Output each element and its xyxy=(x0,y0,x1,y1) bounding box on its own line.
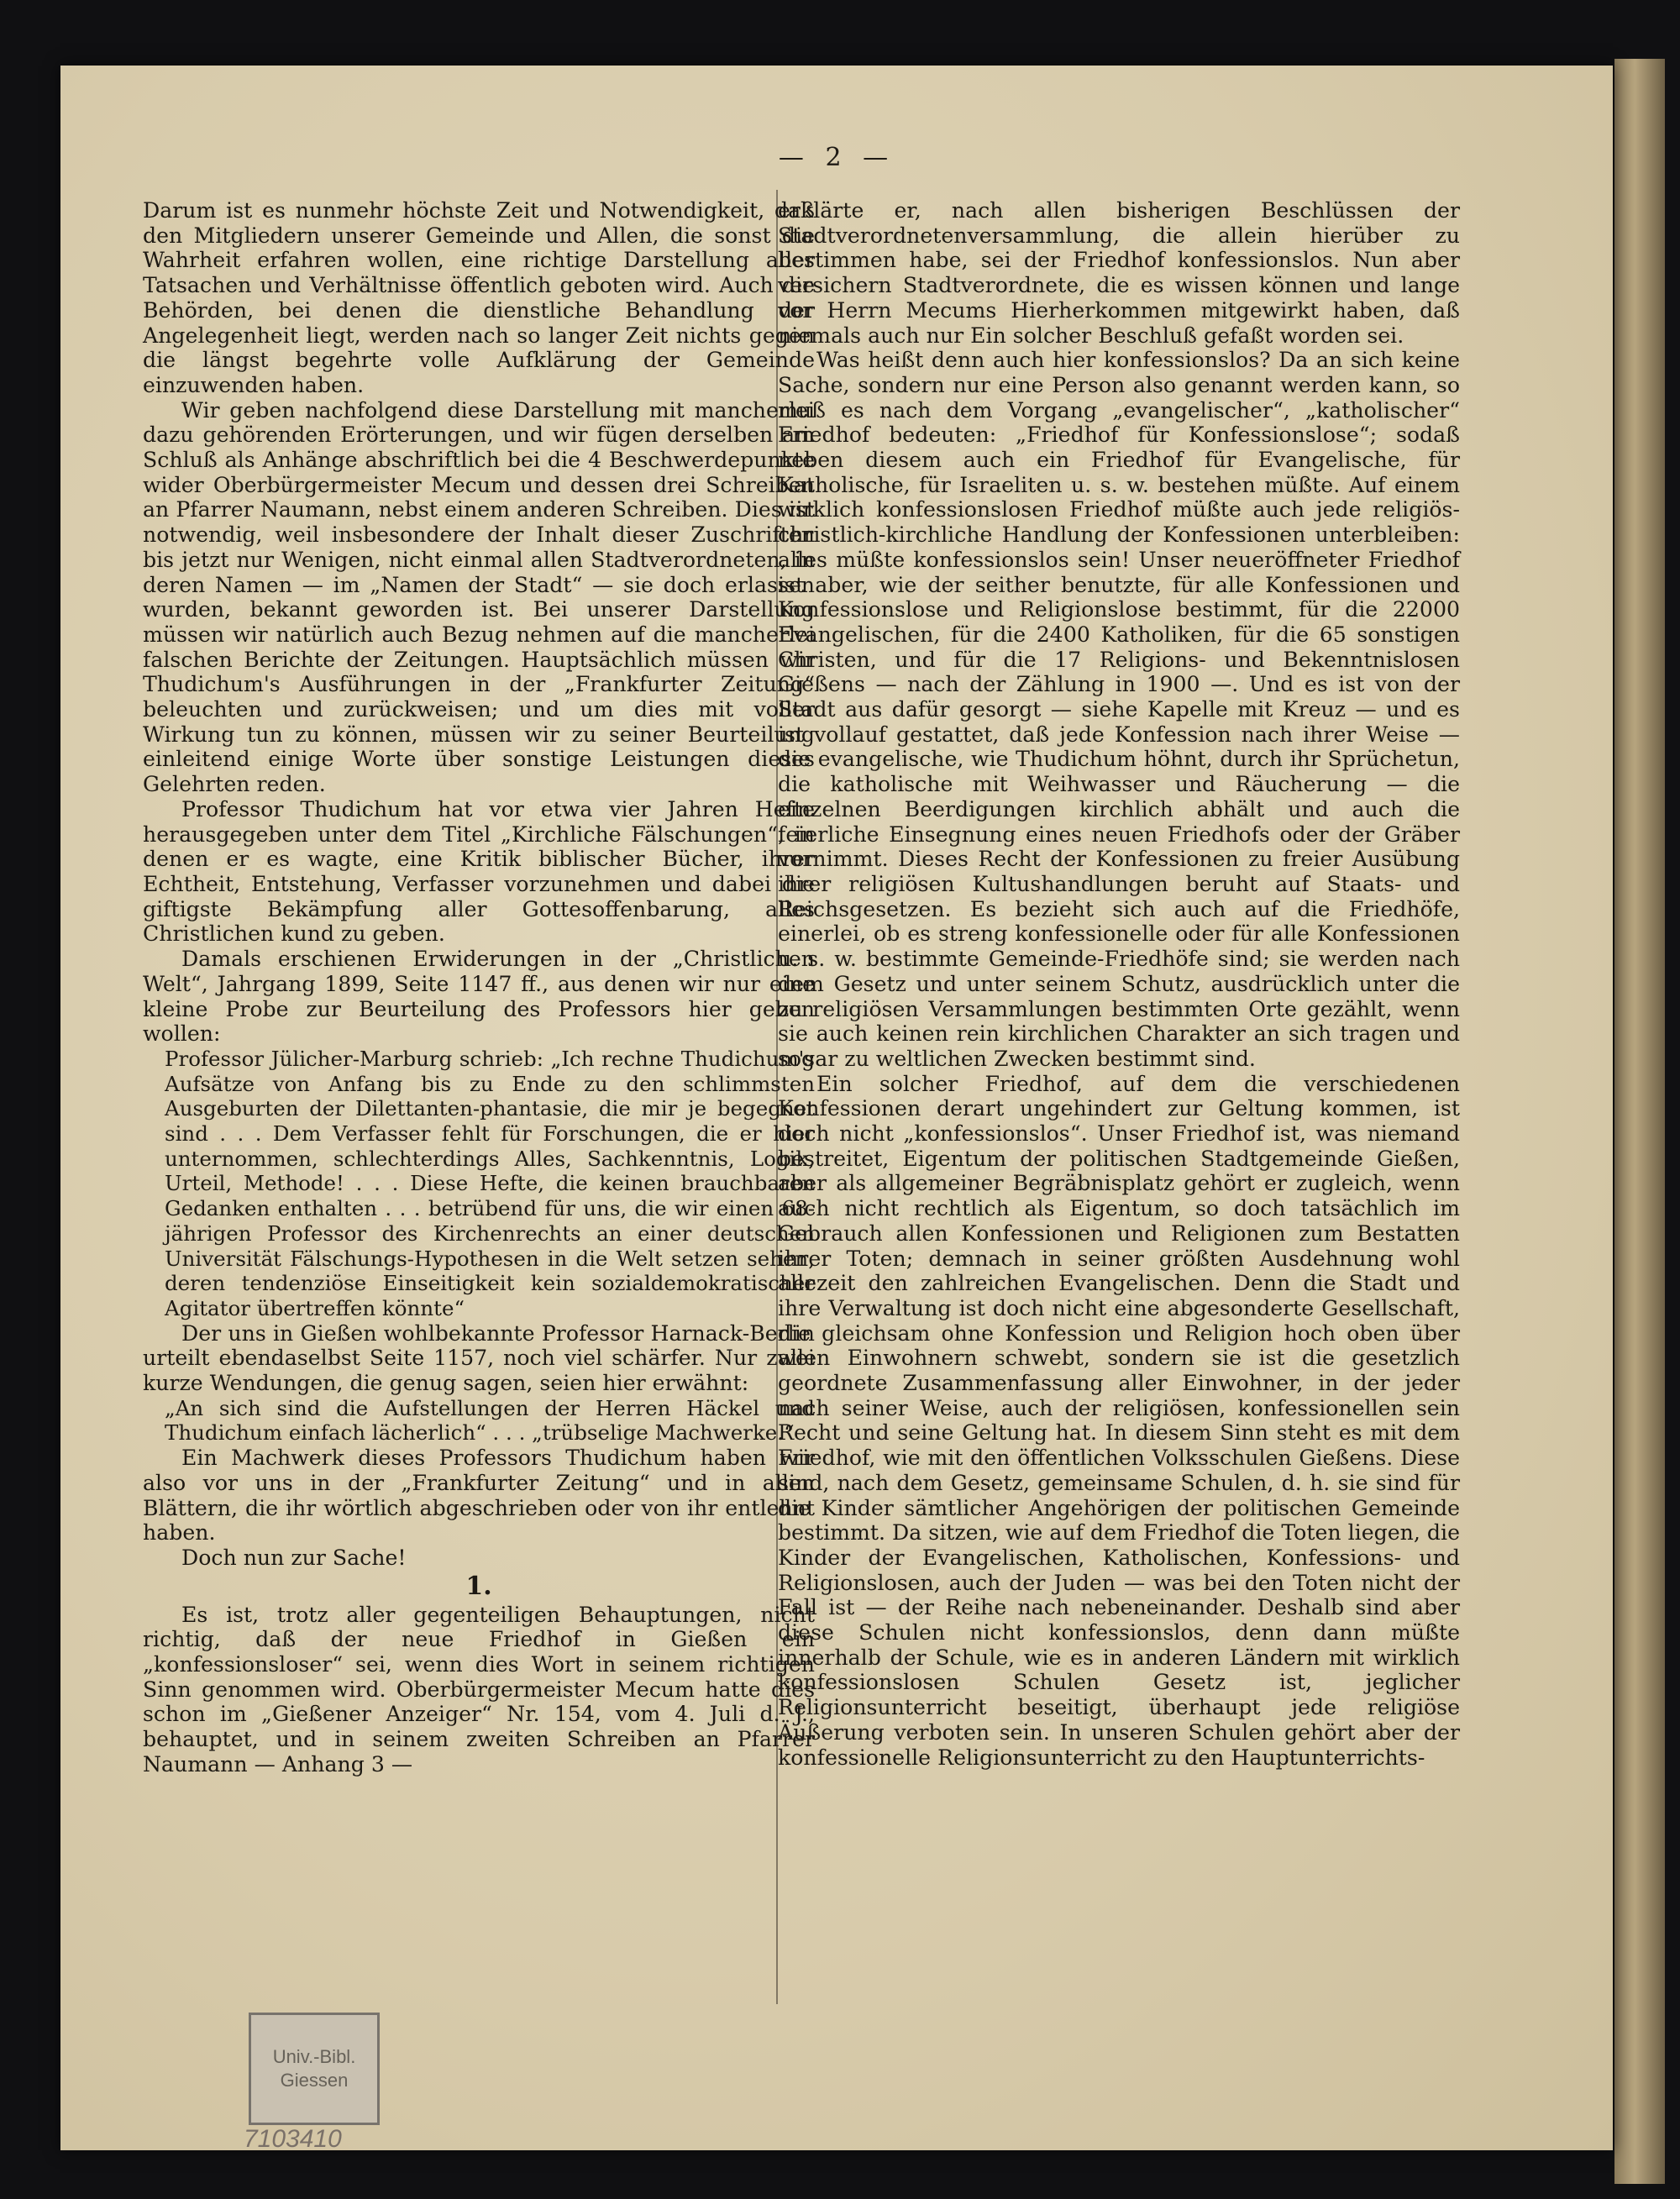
stamp-line: Univ.-Bibl. xyxy=(272,2046,356,2067)
page-number: — 2 — xyxy=(778,143,895,172)
left-column xyxy=(143,198,815,1777)
next-page-edge xyxy=(1614,59,1665,2184)
paragraph: erklärte er, nach allen bisherigen Beschlüssen der Stadtverordnetenversammlung, die allein hierüber zu bestimmen habe, sei der Friedhof konfessionslos. Nun aber versichern Stadtverordnete, die es wissen können und lange vor Herrn Mecums Hierherkommen mitgewirkt haben, daß niemals auch nur Ein solcher Beschluß gefaßt worden sei. xyxy=(778,198,1460,348)
paragraph: Was heißt denn auch hier konfessionslos? Da an sich keine Sache, sondern nur eine Person also genannt werden kann, so muß es nach dem Vorgang „evangelischer“, „katholischer“ Friedhof bedeuten: „Friedhof für Konfessionslose“; sodaß neben diesem auch ein Friedhof für Evangelische, für Katholische, für Israeliten u. s. w. bestehen müßte. Auf einem wirklich konfessionslosen Friedhof müßte auch jede religiös-christlich-kirchliche Handlung der Konfessionen unterbleiben: alles müßte konfessionslos sein! Unser neueröffneter Friedhof ist aber, wie der seither benutzte, für alle Konfessionen und Konfessionslose und Religionslose bestimmt, für die 22000 Evangelischen, für die 2400 Katholiken, für die 65 sonstigen Christen, und für die 17 Religions- und Bekenntnislosen Gießens — nach der Zählung in 1900 —. Und es ist von der Stadt aus dafür gesorgt — siehe Kapelle mit Kreuz — und es ist vollauf gestattet, daß jede Konfession nach ihrer Weise — die evangelische, wie Thudichum höhnt, durch ihr Sprüchetun, die katholische mit Weihwasser und Räucherung — die einzelnen Beerdigungen kirchlich abhält und auch die feierliche Einsegnung eines neuen Friedhofs oder der Gräber vornimmt. Dieses Recht der Konfessionen zu freier Ausübung ihrer religiösen Kultushandlungen beruht auf Staats- und Reichsgesetzen. Es bezieht sich auch auf die Friedhöfe, einerlei, ob es streng konfessionelle oder für alle Konfessionen u. s. w. bestimmte Gemeinde-Friedhöfe sind; sie werden nach dem Gesetz und unter seinem Schutz, ausdrücklich unter die zu religiösen Versammlungen bestimmten Orte gezählt, wenn sie auch keinen rein kirchlichen Charakter an sich tragen und sogar zu weltlichen Zwecken bestimmt sind. xyxy=(778,348,1460,1071)
paragraph: Damals erschienen Erwiderungen in der „Christlichen Welt“, Jahrgang 1899, Seite 1147 ff., aus denen wir nur eine kleine Probe zur Beurteilung des Professors hier geben wollen: xyxy=(143,947,815,1047)
section-heading: 1. xyxy=(465,1571,492,1601)
library-stamp xyxy=(249,2013,380,2125)
paragraph: Darum ist es nunmehr höchste Zeit und Notwendigkeit, daß den Mitgliedern unserer Gemeinde und Allen, die sonst die Wahrheit erfahren wollen, eine richtige Darstellung aller Tatsachen und Verhältnisse öffentlich geboten wird. Auch die Behörden, bei denen die dienstliche Behandlung der Angelegenheit liegt, werden nach so langer Zeit nichts gegen die längst begehrte volle Aufklärung der Gemeinde einzuwenden haben. xyxy=(143,198,815,397)
paragraph: Ein Machwerk dieses Professors Thudichum haben wir also vor uns in der „Frankfurter Zeitung“ und in allen Blättern, die ihr wörtlich abgeschrieben oder von ihr entlehnt haben. xyxy=(143,1446,815,1546)
paragraph: Doch nun zur Sache! xyxy=(181,1545,407,1570)
paragraph: Wir geben nachfolgend diese Darstellung mit mancherlei dazu gehörenden Erörterungen, und wir fügen derselben am Schluß als Anhänge abschriftlich bei die 4 Beschwerdepunkte wider Oberbürgermeister Mecum und dessen drei Schreiben an Pfarrer Naumann, nebst einem anderen Schreiben. Dies ist notwendig, weil insbesondere der Inhalt dieser Zuschriften bis jetzt nur Wenigen, nicht einmal allen Stadtverordneten, in deren Namen — im „Namen der Stadt“ — sie doch erlassen wurden, bekannt geworden ist. Bei unserer Darstellung müssen wir natürlich auch Bezug nehmen auf die mancherlei falschen Berichte der Zeitungen. Hauptsächlich müssen wir Thudichum's Ausführungen in der „Frankfurter Zeitung“ beleuchten und zurückweisen; und um dies mit voller Wirkung tun zu können, müssen wir zu seiner Beurteilung einleitend einige Worte über sonstige Leistungen dieses Gelehrten reden. xyxy=(143,397,815,797)
stamp-line: Giessen xyxy=(280,2070,349,2091)
paragraph: Professor Thudichum hat vor etwa vier Jahren Hefte herausgegeben unter dem Titel „Kirchliche Fälschungen“, in denen er es wagte, eine Kritik biblischer Bücher, ihrer Echtheit, Entstehung, Verfasser vorzunehmen und dabei die giftigste Bekämpfung aller Gottesoffenbarung, alles Christlichen kund zu geben. xyxy=(143,796,815,947)
quotation: Professor Jülicher-Marburg schrieb: „Ich rechne Thudichum's Aufsätze von Anfang bis zu Ende zu den schlimmsten Ausgeburten der Dilettanten-phantasie, die mir je begegnet sind . . . Dem Verfasser fehlt für Forschungen, die er hier unternommen, schlechterdings Alles, Sachkenntnis, Logik, Urteil, Methode! . . . Diese Hefte, die keinen brauchbaren Gedanken enthalten . . . betrübend für uns, die wir einen 68-jährigen Professor des Kirchenrechts an einer deutschen Universität Fälschungs-Hypothesen in die Welt setzen sehen, deren tendenziöse Einseitigkeit kein sozialdemokratischer Agitator übertreffen könnte“ xyxy=(165,1046,815,1320)
right-column xyxy=(778,198,1460,1770)
paragraph: Es ist, trotz aller gegenteiligen Behauptungen, nicht richtig, daß der neue Friedhof in Gießen ein „konfessionsloser“ sei, wenn dies Wort in seinem richtigen Sinn genommen wird. Oberbürgermeister Mecum hatte dies schon im „Gießener Anzeiger“ Nr. 154, vom 4. Juli d. J., behauptet, und in seinem zweiten Schreiben an Pfarrer Naumann — Anhang 3 — xyxy=(143,1602,815,1777)
paragraph: Der uns in Gießen wohlbekannte Professor Harnack-Berlin urteilt ebendaselbst Seite 1157, noch viel schärfer. Nur zwei kurze Wendungen, die genug sagen, seien hier erwähnt: xyxy=(143,1320,815,1396)
shelfmark: 7103410 xyxy=(244,2125,342,2153)
paragraph: Ein solcher Friedhof, auf dem die verschiedenen Konfessionen derart ungehindert zur Geltung kommen, ist doch nicht „konfessionslos“. Unser Friedhof ist, was niemand bestreitet, Eigentum der politischen Stadtgemeinde Gießen, aber als allgemeiner Begräbnisplatz gehört er zugleich, wenn auch nicht rechtlich als Eigentum, so doch tatsächlich im Gebrauch allen Konfessionen und Religionen zum Bestatten ihrer Toten; demnach in seiner größten Ausdehnung wohl allezeit den zahlreichen Evangelischen. Denn die Stadt und ihre Verwaltung ist doch nicht eine abgesonderte Gesellschaft, die gleichsam ohne Konfession und Religion hoch oben über allen Einwohnern schwebt, sondern sie ist die gesetzlich geordnete Zusammenfassung aller Einwohner, in der jeder nach seiner Weise, auch der religiösen, konfessionellen sein Recht und seine Geltung hat. In diesem Sinn steht es mit dem Friedhof, wie mit den öffentlichen Volksschulen Gießens. Diese sind, nach dem Gesetz, gemeinsame Schulen, d. h. sie sind für die Kinder sämtlicher Angehörigen der politischen Gemeinde bestimmt. Da sitzen, wie auf dem Friedhof die Toten liegen, die Kinder der Evangelischen, Katholischen, Konfessions- und Religionslosen, auch der Juden — was bei den Toten nicht der Fall ist — der Reihe nach nebeneinander. Deshalb sind aber diese Schulen nicht konfessionslos, denn dann müßte innerhalb der Schule, wie es in anderen Ländern mit wirklich konfessionslosen Schulen Gesetz ist, jeglicher Religionsunterricht beseitigt, überhaupt jede religiöse Äußerung verboten sein. In unseren Schulen gehört aber der konfessionelle Religionsunterricht zu den Hauptunterrichts- xyxy=(778,1071,1460,1770)
quotation: „An sich sind die Aufstellungen der Herren Häckel und Thudichum einfach lächerlich“ . . . „trübselige Machwerke.“ xyxy=(165,1395,815,1446)
